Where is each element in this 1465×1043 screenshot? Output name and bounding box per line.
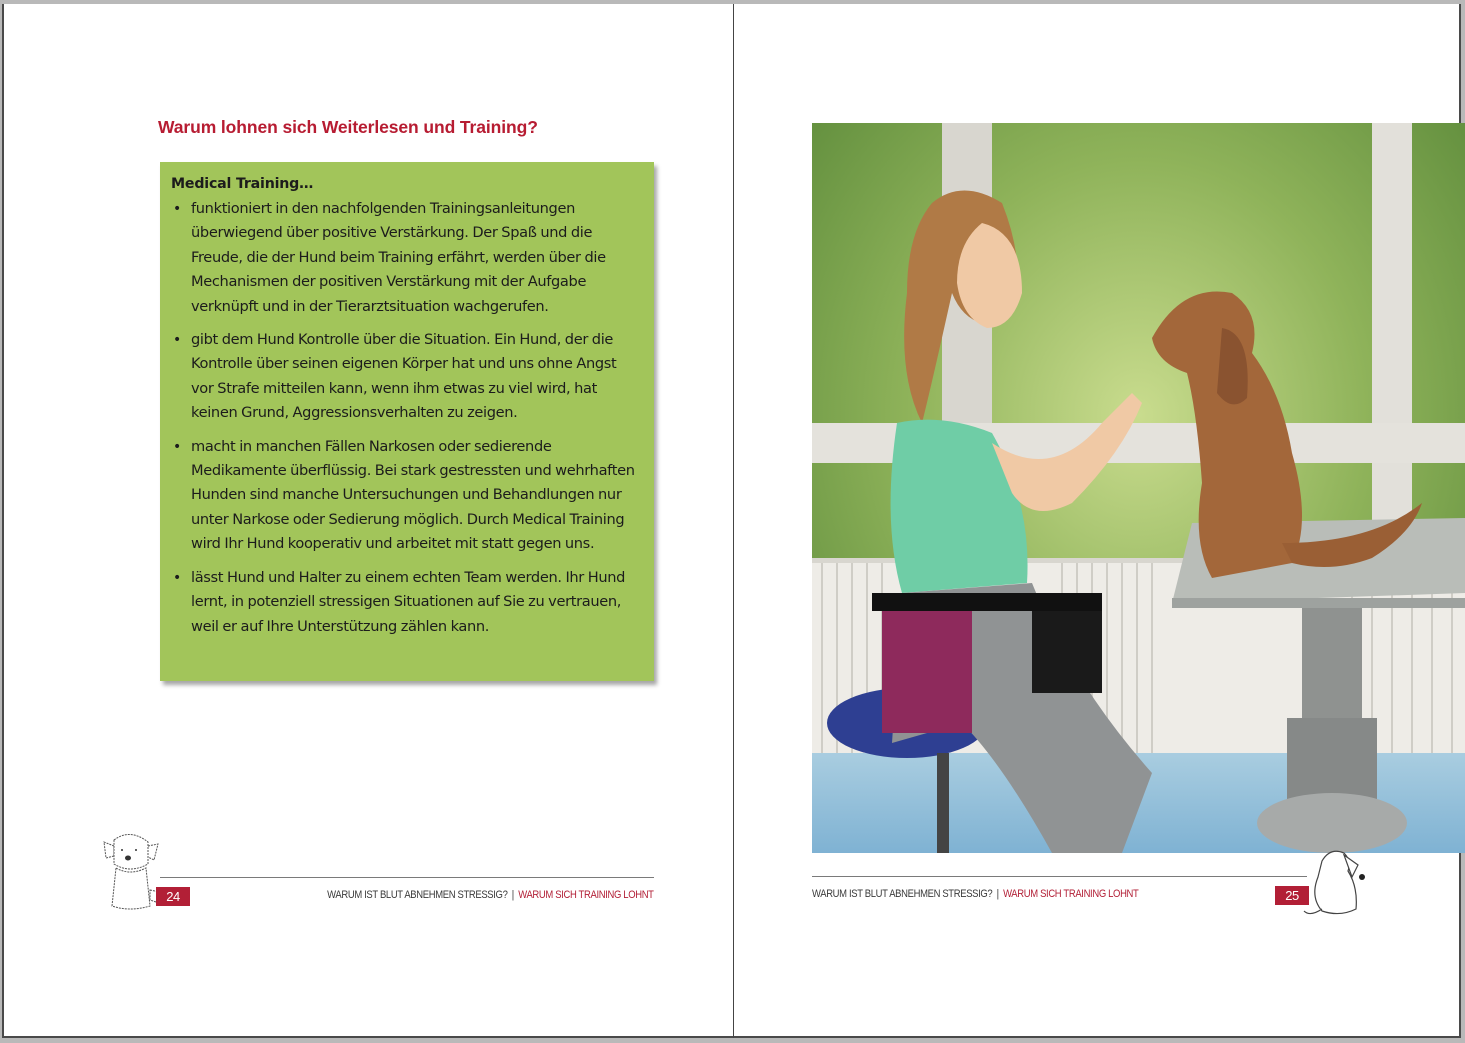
bullet-icon: • — [173, 569, 181, 586]
section-title: WARUM SICH TRAINING LOHNT — [1003, 888, 1139, 900]
footer-rule — [160, 877, 654, 878]
list-item-text: lässt Hund und Halter zu einem echten Team werden. Ihr Hund lernt, in potenziell stressigen Situationen auf Sie zu vertrauen, weil er auf Ihre Unterstützung zählen kann. — [191, 568, 626, 635]
list-item-text: gibt dem Hund Kontrolle über die Situation. Ein Hund, der die Kontrolle über seinen eigenen Körper hat und uns ohne Angst vor Strafe mitteilen kann, wenn ihm etwas zu viel wird, hat keinen Grund, Aggressionsverhalten zu zeigen. — [191, 331, 617, 422]
dog-training-photo — [812, 123, 1465, 853]
running-header — [812, 888, 1138, 900]
bullet-icon: • — [173, 438, 181, 455]
separator: | — [512, 889, 515, 901]
sitting-dog-back-icon — [1300, 847, 1368, 919]
box-title: Medical Training… — [171, 176, 314, 192]
list-item — [171, 328, 642, 426]
footer-rule — [812, 876, 1307, 877]
list-item — [171, 435, 642, 557]
list-item-text: funktioniert in den nachfolgenden Trainingsanleitungen überwiegend über positive Verstärkung. Der Spaß und die Freude, die der Hund beim Training erfährt, werden über die Mechanismen der positiven Verstärkung mit der Aufgabe verknüpft und in der Tierarztsituation wachgerufen. — [191, 200, 606, 315]
section-title: WARUM SICH TRAINING LOHNT — [518, 889, 654, 901]
chapter-title: WARUM IST BLUT ABNEHMEN STRESSIG? — [812, 888, 993, 900]
page-number: 25 — [1275, 886, 1309, 905]
bullet-icon: • — [173, 332, 181, 349]
separator: | — [996, 888, 999, 900]
page-number: 24 — [156, 887, 190, 906]
medical-training-box — [160, 162, 654, 681]
list-item-text: macht in manchen Fällen Narkosen oder sedierende Medikamente überflüssig. Bei stark gestressten und wehrhaften Hunden sind manche Untersuchungen und Behandlungen nur unter Narkose oder Sedierung möglich. Durch Medical Training wird Ihr Hund kooperativ und arbeitet mit statt gegen uns. — [191, 437, 635, 553]
photo-illustration — [812, 123, 1465, 853]
list-item — [171, 566, 642, 639]
sitting-dog-front-icon — [100, 830, 162, 912]
chapter-title: WARUM IST BLUT ABNEHMEN STRESSIG? — [327, 889, 508, 901]
running-header — [328, 889, 654, 901]
bullet-icon: • — [173, 201, 181, 217]
list-item — [171, 197, 642, 319]
page-heading: Warum lohnen sich Weiterlesen und Training? — [158, 117, 538, 137]
page-fold-divider — [733, 4, 734, 1038]
benefits-list — [171, 197, 642, 639]
